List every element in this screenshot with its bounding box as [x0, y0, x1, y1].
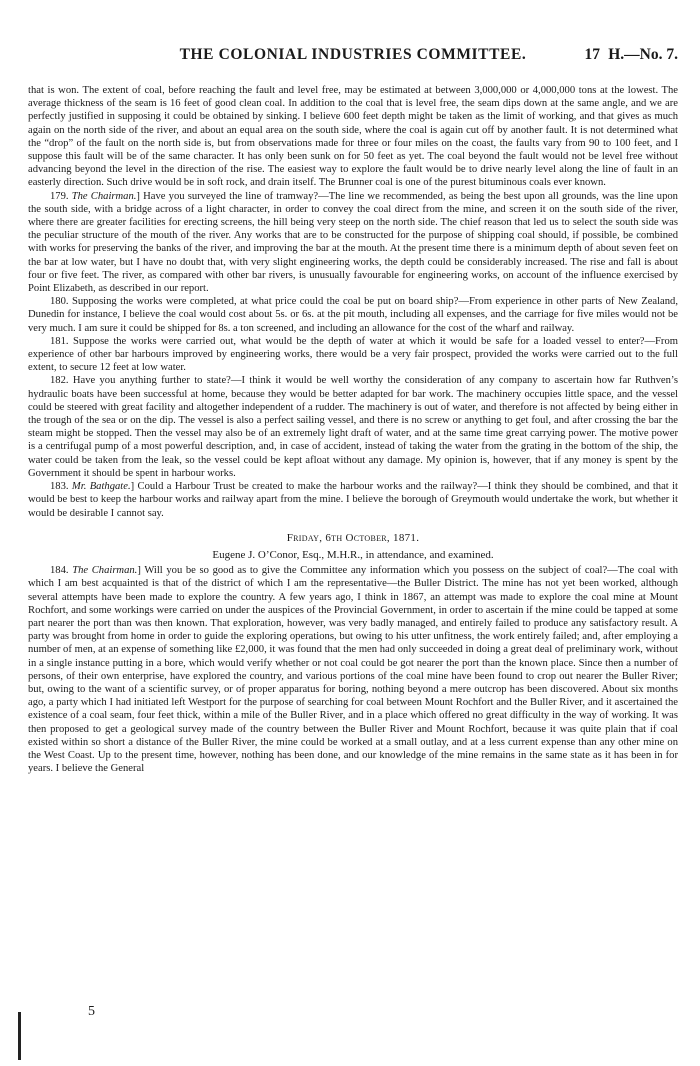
document-reference: H.—No. 7. [608, 46, 678, 63]
paragraph-text: Will you be so good as to give the Committee any information which you possess on the subject of coal?—The coal with which I am best acquainted is that of the district of which I am the representative—the Buller District. The mine has not yet been worked, although several attempts have been made to explore the country. A few years ago, I think in 1867, an attempt was made to explore the coal mine at Mount Rochfort, and some workings were carried on under the auspices of the Provincial Government, in order to ascertain if the mine could be tapped at some part nearer the port than was then known. That exploration, however, was very badly managed, and entirely failed to produce any satisfactory result. A party was brought from home in order to guide the exploring operations, but owing to his utter unfitness, the work entirely failed; and, after employing a number of men, at an expense of something like £2,000, it was found that the men had only succeeded in doing a great deal of preliminary work, without in a single instance putting in a bore, which would verify whether or not coal could be got nearer the port than the known place. Since then a number of persons, of their own enterprise, have explored the country, and various portions of the coal mine have been found to crop out nearer the Buller River; but, owing to the want of a scientific survey, or of proper apparatus for boring, nothing beyond a mere outcrop has been discovered. About six months ago, a party which I had initiated left Westport for the purpose of searching for coal between Mount Rochfort and the Buller River, and it ascertained the existence of a coal seam, four feet thick, within a mile of the Buller River, and in a place which offered no great difficulty in the way of working. It was then proposed to get a geological survey made of the country between the Buller River and Mount Rochfort, because it was quite plain that if coal existed within so short a distance of the Buller River, the mine could be worked at a small outlay, and at a less current expense than any other mine on the West Coast. Up to the present time, however, nothing has been done, and our knowledge of the mine remains in the same state as it has been in for years. I believe the General [28, 565, 678, 775]
paragraph-text: that is won. The extent of coal, before reaching the fault and level free, may be estimated at between 3,000,000 or 4,000,000 tons at the lowest. The average thickness of the seam is 16 feet of good clean coal. In addition to the coal that is level free, the seam dips down at the same angle, and we are perfectly justified in supposing it could be obtained by sinking. I believe 600 feet depth might be taken as the limit of working, and that gives as much again on the north side of the river, and about an equal area on the south side, where the coal is again cut off by another fault. It is not determined what the “drop” of the fault on the north side is, but from observations made for three or four miles on the coast, the faults vary from 90 to 100 feet, and I suppose this fault will be of the same character. It has only been sunk on for 50 feet as yet. The coal beyond the fault would not be level free without advancing beyond the level in the direction of the rise. The easiest way to explore the fault would be to drive nearly level along the line of fault in an easterly direction. Such drive would be in soft rock, and drain itself. The Brunner coal is one of the purest bituminous coals ever known. [28, 85, 678, 189]
signature-mark: 5 [88, 1004, 95, 1019]
paragraph-text: Suppose the works were carried out, what would be the depth of water at which it would be safe for a loaded vessel to enter?—From experience of other bar harbours improved by engineering works, there would be a very fair prospect, provided the works were carried out to the full extent, to secure 12 feet at low water. [28, 335, 678, 374]
running-title: THE COLONIAL INDUSTRIES COMMITTEE. [179, 46, 527, 63]
paragraph-p184: 184. The Chairman.] Will you be so good as to give the Committee any information which you possess on the subject of coal?—The coal with which I am best acquainted is that of the district of which I am the representative—the Buller District. The mine has not yet been worked, although several attempts have been made to explore the country. A few years ago, I think in 1867, an attempt was made to explore the coal mine at Mount Rochfort, and some workings were carried on under the auspices of the Provincial Government, in order to ascertain if the mine could be tapped at some part nearer the port than was then known. That exploration, however, was very badly managed, and entirely failed to produce any satisfactory result. A party was brought from home in order to guide the exploring operations, but owing to his utter unfitness, the work entirely failed; and, after employing a number of men, at an expense of something like £2,000, it was found that the men had only succeeded in doing a great deal of preliminary work, without in a single instance putting in a bore, which would verify whether or not coal could be got nearer the port than the known place. Since then a number of persons, of their own enterprise, have explored the country, and various portions of the coal mine have been found to crop out nearer the Buller River; but, owing to the want of a scientific survey, or of proper apparatus for boring, nothing beyond a mere outcrop has been discovered. About six months ago, a party which I had initiated left Westport for the purpose of searching for coal between Mount Rochfort and the Buller River, and it ascertained the existence of a coal seam, four feet thick, within a mile of the Buller River, and in a place which offered no great difficulty in the way of working. It was then proposed to get a geological survey made of the country between the Buller River and Mount Rochfort, because it was quite plain that if coal existed within so short a distance of the Buller River, the mine could be worked at a small outlay, and at a less current expense than any other mine on the West Coast. Up to the present time, however, nothing has been done, and our knowledge of the mine remains in the same state as it has been in for years. I believe the General [28, 565, 678, 775]
paragraph-text: Have you surveyed the line of tramway?—The line we recommended, as being the best upon all grounds, was the line upon the south side, with a bridge across of a light character, in order to convey the coal direct from the mine, and screen it on the south side of the river, where there are greater facilities for erecting screens, the hill being very steep on the north side. The chief reason that led us to select the south side was the peculiar structure of the mouth of the river. Any works that are to be constructed for the purpose of shipping coal should, if possible, be combined with works for preserving the banks of the river, and improving the bar at the mouth. At the present time there is a minimum depth of about seven feet on the bar at low water, but I have no doubt that, with very slight engineering works, the depth could be considerably increased. The rise and fall is about four or five feet. The river, as compared with other bar rivers, is unusually favourable for engineering works, on account of the influence exercised by Point Elizabeth, as described in our report. [28, 190, 678, 295]
page-number: 17 [584, 46, 600, 63]
question-number: 183. [50, 481, 69, 493]
margin-rule [18, 1012, 21, 1060]
session-date [28, 532, 678, 545]
question-number: 181. [50, 335, 69, 347]
speaker-name: The Chairman. [71, 190, 137, 202]
paragraph-p180 [28, 295, 678, 335]
paragraph-p182 [28, 374, 678, 480]
session-date-rest: 6th October, 1871. [325, 531, 420, 544]
paragraph-p179: 179. The Chairman.] Have you surveyed the line of tramway?—The line we recommended, as being the best upon all grounds, was the line upon the south side, with a bridge across of a light character, in order to convey the coal direct from the mine, and screen it on the south side of the river, where there are greater facilities for erecting screens, the hill being very steep on the north side. The chief reason that led us to select the south side was the peculiar structure of the mouth of the river. Any works that are to be constructed for the purpose of shipping coal should, if possible, be combined with works for preserving the banks of the river, and improving the bar at the mouth. At the present time there is a minimum depth of about seven feet on the bar at low water, but I have no doubt that, with very slight engineering works, the depth could be considerably increased. The rise and fall is about four or five feet. The river, as compared with other bar rivers, is unusually favourable for engineering works, on account of the influence exercised by Point Elizabeth, as described in our report. [28, 190, 678, 295]
question-number: 180. [50, 296, 69, 308]
page-header [28, 46, 678, 68]
question-number: 184. [50, 565, 69, 577]
question-number: 179. [50, 190, 69, 202]
speaker-name: Mr. Bathgate. [71, 481, 131, 493]
session-day: Friday, [286, 531, 323, 544]
paragraph-p183: 183. Mr. Bathgate.] Could a Harbour Trust be created to make the harbour works and the railway?—I think they should be combined, and that it would be best to keep the harbour works and railway apart from the mine. I believe the borough of Greymouth would undertake the work, but whether it would be desirable I cannot say. [28, 481, 678, 519]
evidence-section-2 [28, 564, 678, 775]
paragraph-p181 [28, 335, 678, 375]
evidence-section-1 [28, 84, 678, 520]
attendance-line: Eugene J. O’Conor, Esq., M.H.R., in attendance, and examined. [212, 548, 494, 561]
question-number: 182. [50, 375, 69, 387]
document-body [28, 84, 678, 775]
paragraph-text: Could a Harbour Trust be created to make the harbour works and the railway?—I think they should be combined, and that it would be best to keep the harbour works and railway apart from the mine. I believe the borough of Greymouth would undertake the work, but whether it would be desirable I cannot say. [28, 481, 678, 519]
paragraph-text: Have you anything further to state?—I think it would be well worthy the consideration of any company to ascertain how far Ruthven’s hydraulic boats have been successful at home, because they would be better adapted for bar work. The machinery occupies little space, and the vessel could be steered with great facility and altogether independent of a rudder. The machinery is out of water, and therefore is not affected by being either in the trough of the sea or on the dip. The vessel is also a perfect sailing vessel, and there is no screw or anything to get foul, and after crossing the bar the steam might be stopped. Then the vessel may also be of an extremely light draft of water, and at the same time great carrying power. The motive power is a centrifugal pump of a most powerful description, and, in case of accident, instead of taking the water from the grating in the bottom of the ship, the water could be taken from the leak, so the vessel could be kept afloat without any damage. My opinion is, however, that if any money is spent by the Government it should be spent in harbour works. [28, 375, 678, 479]
paragraph-text: Supposing the works were completed, at what price could the coal be put on board ship?—From experience in other parts of New Zealand, Dunedin for instance, I believe the coal would cost about 5s. or 6s. at the pit mouth, including all expenses, and the carriage for five miles would not be very much. I am sure it could be shipped for 8s. a ton screened, and including an allowance for the cost of the wharf and railway. [28, 296, 679, 334]
speaker-name: The Chairman. [72, 565, 138, 577]
paragraph-p0 [28, 84, 678, 190]
